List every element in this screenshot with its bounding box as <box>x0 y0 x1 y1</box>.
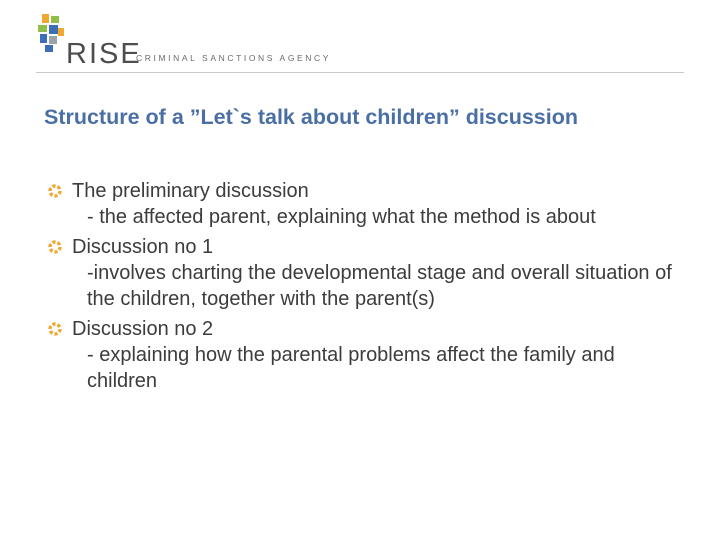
list-item-label: Discussion no 1 <box>72 236 214 258</box>
list-item <box>44 316 684 394</box>
list-item-detail: - the affected parent, explaining what the method is about <box>87 206 596 228</box>
header-divider <box>36 72 684 73</box>
list-item <box>44 234 684 312</box>
rise-logo <box>36 14 332 70</box>
list-item-label: Discussion no 2 <box>72 318 214 340</box>
ring-bullet-icon <box>48 240 62 254</box>
ring-bullet-icon <box>48 322 62 336</box>
logo-tagline: CRIMINAL SANCTIONS AGENCY <box>136 53 332 63</box>
discussion-list <box>44 178 684 394</box>
list-item-detail: - explaining how the parental problems affect the family and children <box>87 344 615 392</box>
list-item-detail: -involves charting the developmental stage and overall situation of the children, together with the parent(s) <box>87 262 672 310</box>
list-item-label: The preliminary discussion <box>72 180 309 202</box>
rise-logo-mark-icon <box>36 14 66 54</box>
list-item <box>44 178 684 230</box>
ring-bullet-icon <box>48 184 62 198</box>
logo-wordmark: RISE <box>66 38 142 70</box>
slide-title: Structure of a ”Let`s talk about children” discussion <box>44 105 579 129</box>
